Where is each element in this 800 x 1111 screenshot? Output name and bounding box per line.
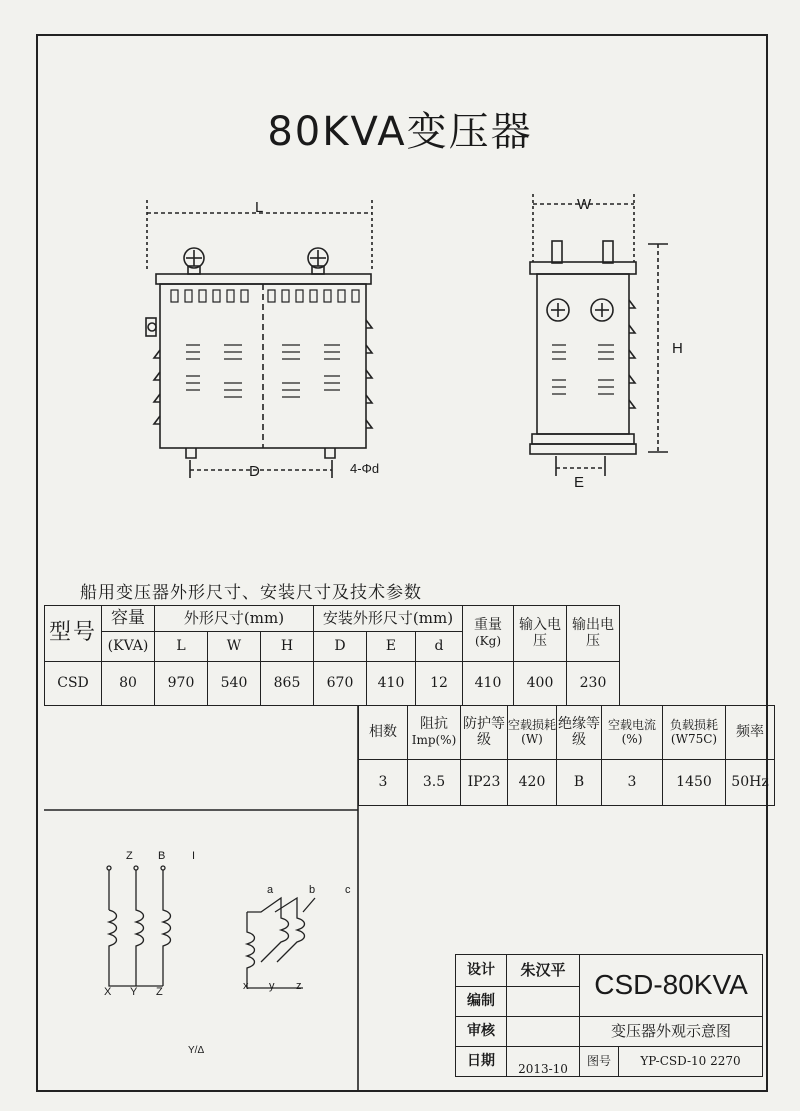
cell-W: 540 bbox=[208, 662, 261, 706]
header-phase: 相数 bbox=[359, 706, 408, 760]
value-review bbox=[507, 1017, 580, 1047]
header-weight: 重量 (Kg) bbox=[463, 606, 514, 662]
value-drawing-no: YP-CSD-10 2270 bbox=[619, 1047, 763, 1077]
cell-E: 410 bbox=[367, 662, 416, 706]
cell-output: 230 bbox=[567, 662, 620, 706]
header-W: W bbox=[208, 632, 261, 662]
drawing-name: 变压器外观示意图 bbox=[580, 1017, 763, 1047]
header-load-loss: 负载损耗 (W75C) bbox=[663, 706, 726, 760]
cell-D: 670 bbox=[314, 662, 367, 706]
winding-schematic bbox=[107, 866, 315, 988]
label-review: 审核 bbox=[456, 1017, 507, 1047]
cell-load-loss: 1450 bbox=[663, 760, 726, 806]
header-output: 输出电压 bbox=[567, 606, 620, 662]
secondary-bottom-label-2: y bbox=[269, 980, 275, 992]
header-noload-current: 空载电流 (%) bbox=[602, 706, 663, 760]
dimensions-table bbox=[44, 605, 620, 706]
cell-insulation: B bbox=[557, 760, 602, 806]
value-date: 2013-10 bbox=[507, 1047, 580, 1077]
dim-label-H: H bbox=[672, 340, 683, 357]
header-frequency: 频率 bbox=[726, 706, 775, 760]
cell-H: 865 bbox=[261, 662, 314, 706]
model-name: CSD-80KVA bbox=[580, 955, 763, 1017]
header-capacity: 容量 bbox=[102, 606, 155, 632]
cell-frequency: 50Hz bbox=[726, 760, 775, 806]
label-date: 日期 bbox=[456, 1047, 507, 1077]
label-design: 设计 bbox=[456, 955, 507, 987]
table-caption: 船用变压器外形尺寸、安装尺寸及技术参数 bbox=[80, 583, 422, 603]
dim-label-L: L bbox=[255, 199, 264, 216]
primary-bottom-label-3: Z bbox=[156, 986, 163, 998]
primary-top-label-1: Z bbox=[126, 850, 133, 862]
header-d: d bbox=[416, 632, 463, 662]
header-L: L bbox=[155, 632, 208, 662]
cell-weight: 410 bbox=[463, 662, 514, 706]
secondary-top-label-2: b bbox=[309, 884, 316, 896]
cell-noload-current: 3 bbox=[602, 760, 663, 806]
side-view bbox=[530, 194, 668, 476]
front-view bbox=[146, 200, 372, 478]
header-E: E bbox=[367, 632, 416, 662]
header-install: 安装外形尺寸(mm) bbox=[314, 606, 463, 632]
cell-d: 12 bbox=[416, 662, 463, 706]
header-H: H bbox=[261, 632, 314, 662]
connection-label: Y/Δ bbox=[188, 1045, 205, 1056]
label-compile: 编制 bbox=[456, 987, 507, 1017]
primary-bottom-label-1: X bbox=[104, 986, 112, 998]
value-compile bbox=[507, 987, 580, 1017]
secondary-bottom-label-1: x bbox=[243, 980, 249, 992]
secondary-top-label-3: c bbox=[345, 884, 351, 896]
cell-noload-loss: 420 bbox=[508, 760, 557, 806]
header-model: 型号 bbox=[45, 606, 102, 662]
cell-model: CSD bbox=[45, 662, 102, 706]
header-capacity-unit: (KVA) bbox=[102, 632, 155, 662]
drawing-title: 80KVA变压器 bbox=[267, 109, 533, 155]
header-impedance: 阻抗 Imp(%) bbox=[408, 706, 461, 760]
dim-label-holes: 4-Φd bbox=[350, 461, 380, 476]
dim-label-E: E bbox=[574, 474, 585, 491]
header-insulation: 绝缘等级 bbox=[557, 706, 602, 760]
primary-bottom-label-2: Y bbox=[130, 986, 138, 998]
cell-impedance: 3.5 bbox=[408, 760, 461, 806]
cell-capacity: 80 bbox=[102, 662, 155, 706]
secondary-bottom-label-3: z bbox=[296, 980, 302, 992]
dim-label-W: W bbox=[577, 196, 592, 213]
primary-top-label-2: B bbox=[158, 850, 166, 862]
parameters-table bbox=[358, 705, 775, 806]
primary-top-label-3: I bbox=[192, 850, 196, 862]
header-input: 输入电压 bbox=[514, 606, 567, 662]
header-D: D bbox=[314, 632, 367, 662]
value-design: 朱汉平 bbox=[507, 955, 580, 987]
title-block bbox=[455, 954, 763, 1077]
cell-input: 400 bbox=[514, 662, 567, 706]
cell-phase: 3 bbox=[359, 760, 408, 806]
label-drawing-no: 图号 bbox=[580, 1047, 619, 1077]
dim-label-D: D bbox=[249, 463, 260, 480]
cell-L: 970 bbox=[155, 662, 208, 706]
secondary-top-label-1: a bbox=[267, 884, 274, 896]
header-noload-loss: 空载损耗 (W) bbox=[508, 706, 557, 760]
header-outline: 外形尺寸(mm) bbox=[155, 606, 314, 632]
header-protection: 防护等级 bbox=[461, 706, 508, 760]
cell-protection: IP23 bbox=[461, 760, 508, 806]
